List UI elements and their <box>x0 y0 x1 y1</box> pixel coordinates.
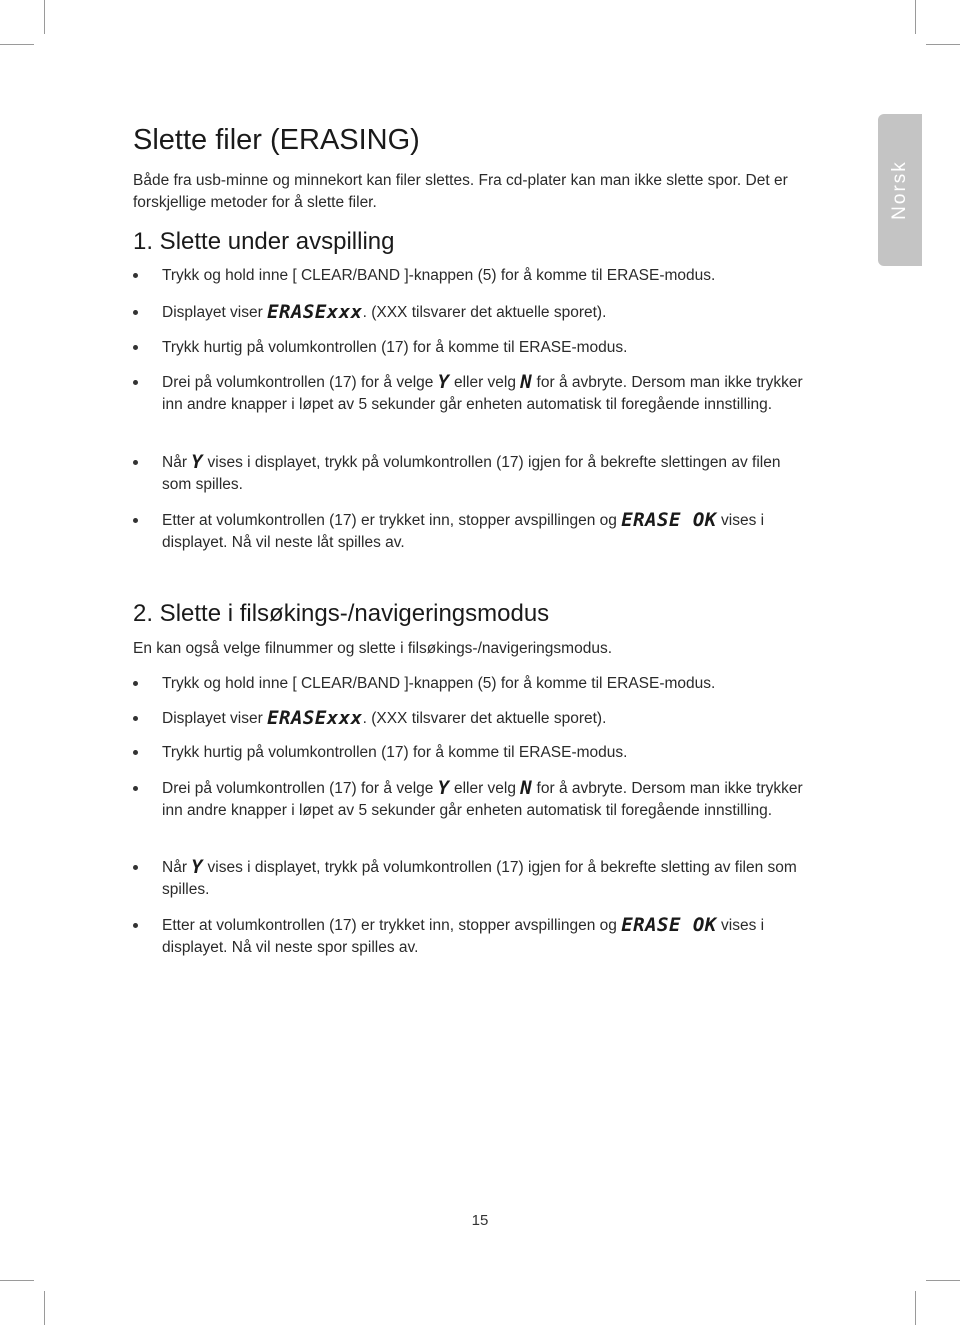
bullet-icon <box>133 750 138 755</box>
crop-mark <box>0 44 34 45</box>
language-tab-label: Norsk <box>889 160 910 220</box>
lcd-display-text: N <box>520 777 533 799</box>
lcd-display-text: ERASE OK <box>621 914 717 936</box>
section1-heading: 1. Slette under avspilling <box>133 228 395 255</box>
crop-mark <box>926 1280 960 1281</box>
section2-intro: En kan også velge filnummer og slette i filsøkings-/navigeringsmodus. <box>133 640 613 657</box>
intro-paragraph: Både fra usb-minne og minnekort kan filer slettes. Fra cd-plater kan man ikke slette spor. Det er forskjellige metoder for å slette filer. <box>133 172 788 211</box>
lcd-display-text: N <box>520 371 533 393</box>
bullet-icon <box>133 380 138 385</box>
lcd-display-text: ERASE OK <box>621 509 717 531</box>
lcd-display-text: ERASExxx <box>267 301 363 323</box>
bullet-icon <box>133 865 138 870</box>
lcd-display-text: ERASExxx <box>267 707 363 729</box>
bullet-icon <box>133 786 138 791</box>
crop-mark <box>926 44 960 45</box>
bullet-icon <box>133 310 138 315</box>
bullet-icon <box>133 716 138 721</box>
crop-mark <box>915 1291 916 1325</box>
bullet-icon <box>133 345 138 350</box>
bullet-icon <box>133 273 138 278</box>
bullet-icon <box>133 460 138 465</box>
lcd-display-text: Y <box>437 777 450 799</box>
crop-mark <box>915 0 916 34</box>
crop-mark <box>0 1280 34 1281</box>
lcd-display-text: Y <box>437 371 450 393</box>
crop-mark <box>44 1291 45 1325</box>
page-title: Slette filer (ERASING) <box>133 124 420 156</box>
bullet-icon <box>133 518 138 523</box>
page-number: 15 <box>471 1212 489 1229</box>
section2-heading: 2. Slette i filsøkings-/navigeringsmodus <box>133 600 550 627</box>
lcd-display-text: Y <box>191 856 204 878</box>
bullet-icon <box>133 923 138 928</box>
bullet-icon <box>133 681 138 686</box>
crop-mark <box>44 0 45 34</box>
lcd-display-text: Y <box>191 451 204 473</box>
language-tab <box>878 114 922 266</box>
